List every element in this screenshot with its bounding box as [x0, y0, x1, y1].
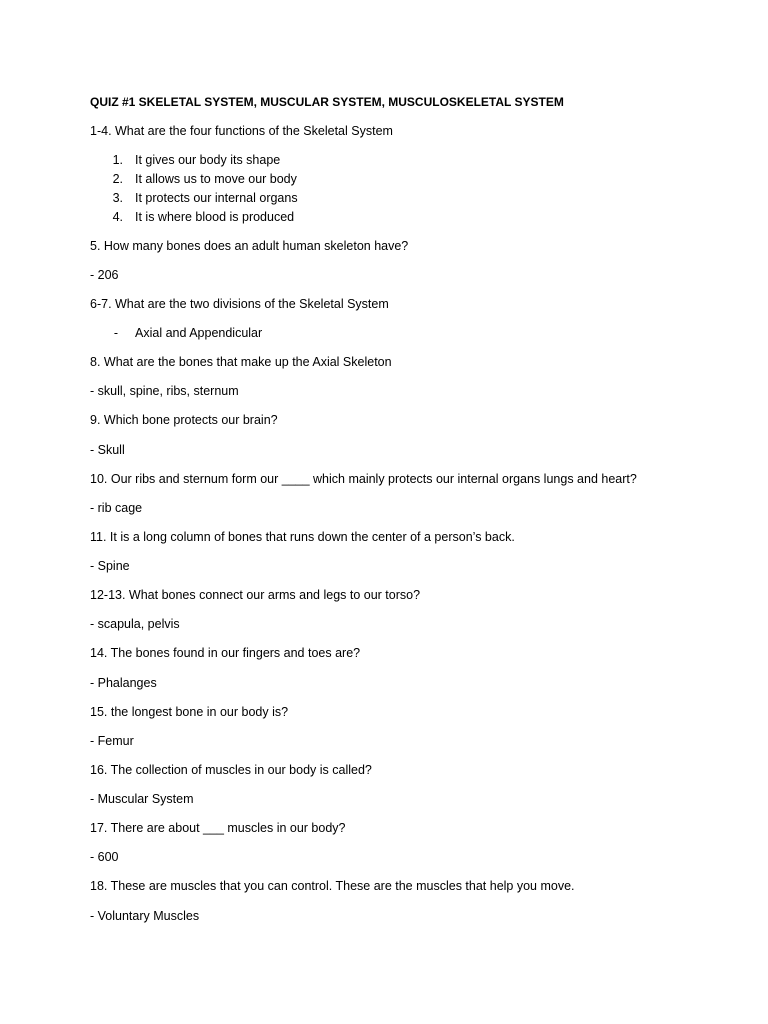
question-11: 11. It is a long column of bones that runs down the center of a person’s back. [90, 530, 515, 544]
list-bullet: - [113, 326, 119, 340]
list-item-number: 1. [112, 153, 123, 167]
answer-16: - Muscular System [90, 792, 194, 806]
list-item-number: 4. [112, 210, 123, 224]
question-10: 10. Our ribs and sternum form our ____ which mainly protects our internal organs lungs and heart? [90, 472, 637, 486]
list-item-text: It allows us to move our body [135, 172, 297, 186]
answer-5: - 206 [90, 268, 119, 282]
quiz-title: QUIZ #1 SKELETAL SYSTEM, MUSCULAR SYSTEM, MUSCULOSKELETAL SYSTEM [90, 95, 564, 109]
answer-18: - Voluntary Muscles [90, 909, 200, 923]
list-item-text: It gives our body its shape [135, 153, 281, 167]
answer-9: - Skull [90, 443, 125, 457]
question-15: 15. the longest bone in our body is? [90, 705, 289, 719]
answer-8: - skull, spine, ribs, sternum [90, 384, 239, 398]
question-9: 9. Which bone protects our brain? [90, 413, 278, 427]
answer-10: - rib cage [90, 501, 143, 515]
question-8: 8. What are the bones that make up the Axial Skeleton [90, 355, 392, 369]
list-item-text: It protects our internal organs [135, 191, 298, 205]
list-item-number: 3. [112, 191, 123, 205]
question-1-4: 1-4. What are the four functions of the Skeletal System [90, 124, 393, 138]
answer-12-13: - scapula, pelvis [90, 617, 180, 631]
list-item-text: It is where blood is produced [135, 210, 295, 224]
question-17: 17. There are about ___ muscles in our body? [90, 821, 346, 835]
question-16: 16. The collection of muscles in our body is called? [90, 763, 372, 777]
answer-14: - Phalanges [90, 676, 157, 690]
question-18: 18. These are muscles that you can control. These are the muscles that help you move. [90, 879, 575, 893]
answer-15: - Femur [90, 734, 134, 748]
question-5: 5. How many bones does an adult human skeleton have? [90, 239, 409, 253]
list-item-number: 2. [112, 172, 123, 186]
question-6-7: 6-7. What are the two divisions of the Skeletal System [90, 297, 389, 311]
answer-11: - Spine [90, 559, 130, 573]
answer-17: - 600 [90, 850, 119, 864]
question-12-13: 12-13. What bones connect our arms and legs to our torso? [90, 588, 421, 602]
question-14: 14. The bones found in our fingers and toes are? [90, 646, 361, 660]
list-item-text: Axial and Appendicular [135, 326, 263, 340]
